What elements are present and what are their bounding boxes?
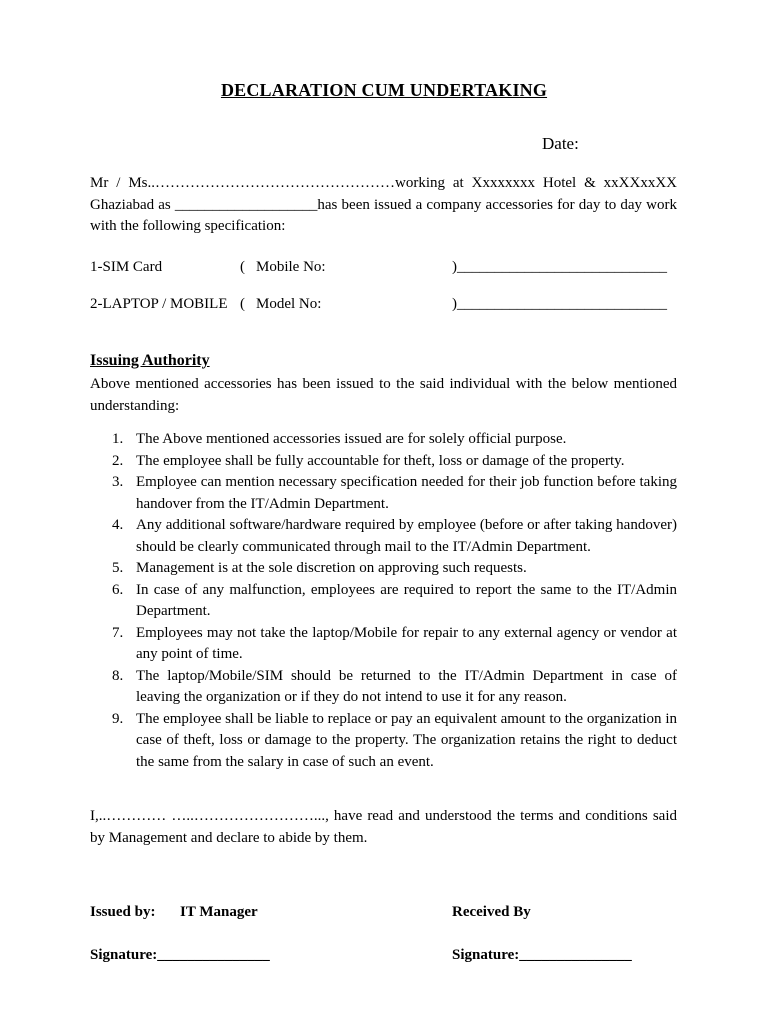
list-item bbox=[90, 580, 677, 623]
list-item-text: Employees may not take the laptop/Mobile for repair to any external agency or vendor at any point of time. bbox=[136, 624, 677, 662]
signature-left: Signature:_______________ bbox=[90, 947, 270, 963]
list-item bbox=[90, 558, 677, 580]
section-heading-issuing-authority: Issuing Authority bbox=[90, 352, 210, 369]
list-item-number: 1. bbox=[112, 431, 124, 447]
list-item-text: The employee shall be liable to replace or pay an equivalent amount to the organization in case of theft, loss or damage to the property. The organization retains the right to deduct the same from the salary in case of such an event. bbox=[136, 710, 677, 770]
spec-blank-line: )____________________________ bbox=[452, 259, 667, 275]
list-item-text: The laptop/Mobile/SIM should be returned to the IT/Admin Department in case of leaving the organization or if they do not intend to use it for any reason. bbox=[136, 667, 677, 705]
list-item bbox=[90, 623, 677, 666]
list-item-number: 5. bbox=[112, 560, 124, 576]
spec-label: 2-LAPTOP / MOBILE bbox=[90, 296, 228, 312]
list-item-number: 3. bbox=[112, 474, 124, 490]
signature-row bbox=[90, 947, 677, 969]
spec-field-label: Mobile No: bbox=[256, 259, 326, 275]
signature-right: Signature:_______________ bbox=[452, 947, 632, 963]
list-item bbox=[90, 709, 677, 774]
spec-row-sim bbox=[90, 259, 677, 281]
list-item-number: 7. bbox=[112, 624, 124, 641]
list-item-number: 2. bbox=[112, 452, 124, 469]
spec-field-label: Model No: bbox=[256, 296, 322, 312]
understanding-paragraph: Above mentioned accessories has been issued to the said individual with the below mentioned understanding: bbox=[90, 376, 677, 414]
list-item bbox=[90, 666, 677, 709]
issued-by-value: IT Manager bbox=[180, 904, 258, 920]
issued-received-row bbox=[90, 904, 677, 926]
list-item-text: The employee shall be fully accountable for theft, loss or damage of the property. bbox=[136, 452, 625, 469]
issued-by-label: Issued by: bbox=[90, 904, 156, 920]
spec-paren: ( bbox=[240, 259, 245, 275]
list-item-text: Management is at the sole discretion on approving such requests. bbox=[136, 560, 527, 576]
list-item-number: 4. bbox=[112, 517, 124, 533]
list-item-text: In case of any malfunction, employees are required to report the same to the IT/Admin Department. bbox=[136, 581, 677, 619]
spec-paren: ( bbox=[240, 296, 245, 312]
list-item-text: Any additional software/hardware required by employee (before or after taking handover) should be clearly communicated through mail to the IT/Admin Department. bbox=[136, 517, 677, 555]
spec-label: 1-SIM Card bbox=[90, 259, 163, 275]
list-item bbox=[90, 472, 677, 515]
received-by-label: Received By bbox=[452, 904, 531, 920]
declaration-paragraph: I,..………… …..……………………..., have read and understood the terms and conditions said by Management and declare to abide by them. bbox=[90, 808, 677, 846]
list-item-number: 8. bbox=[112, 667, 124, 684]
list-item-text: The Above mentioned accessories issued are for solely official purpose. bbox=[136, 431, 567, 447]
list-item bbox=[90, 451, 677, 473]
list-item bbox=[90, 515, 677, 558]
terms-list bbox=[90, 429, 677, 773]
list-item-text: Employee can mention necessary specification needed for their job function before taking handover from the IT/Admin Department. bbox=[136, 474, 677, 512]
document-title: DECLARATION CUM UNDERTAKING bbox=[220, 80, 548, 100]
intro-paragraph: Mr / Ms..…………………………………………working at Xxxxxxxx Hotel & xxXXxxXX Ghaziabad as ___________________has been issued a company accessories for day to day work with the following specification: bbox=[90, 175, 677, 234]
list-item-number: 6. bbox=[112, 581, 124, 598]
spec-blank-line: )____________________________ bbox=[452, 296, 667, 312]
list-item-number: 9. bbox=[112, 710, 124, 727]
date-label: Date: bbox=[542, 134, 579, 153]
list-item bbox=[90, 429, 677, 451]
spec-row-laptop bbox=[90, 296, 677, 318]
